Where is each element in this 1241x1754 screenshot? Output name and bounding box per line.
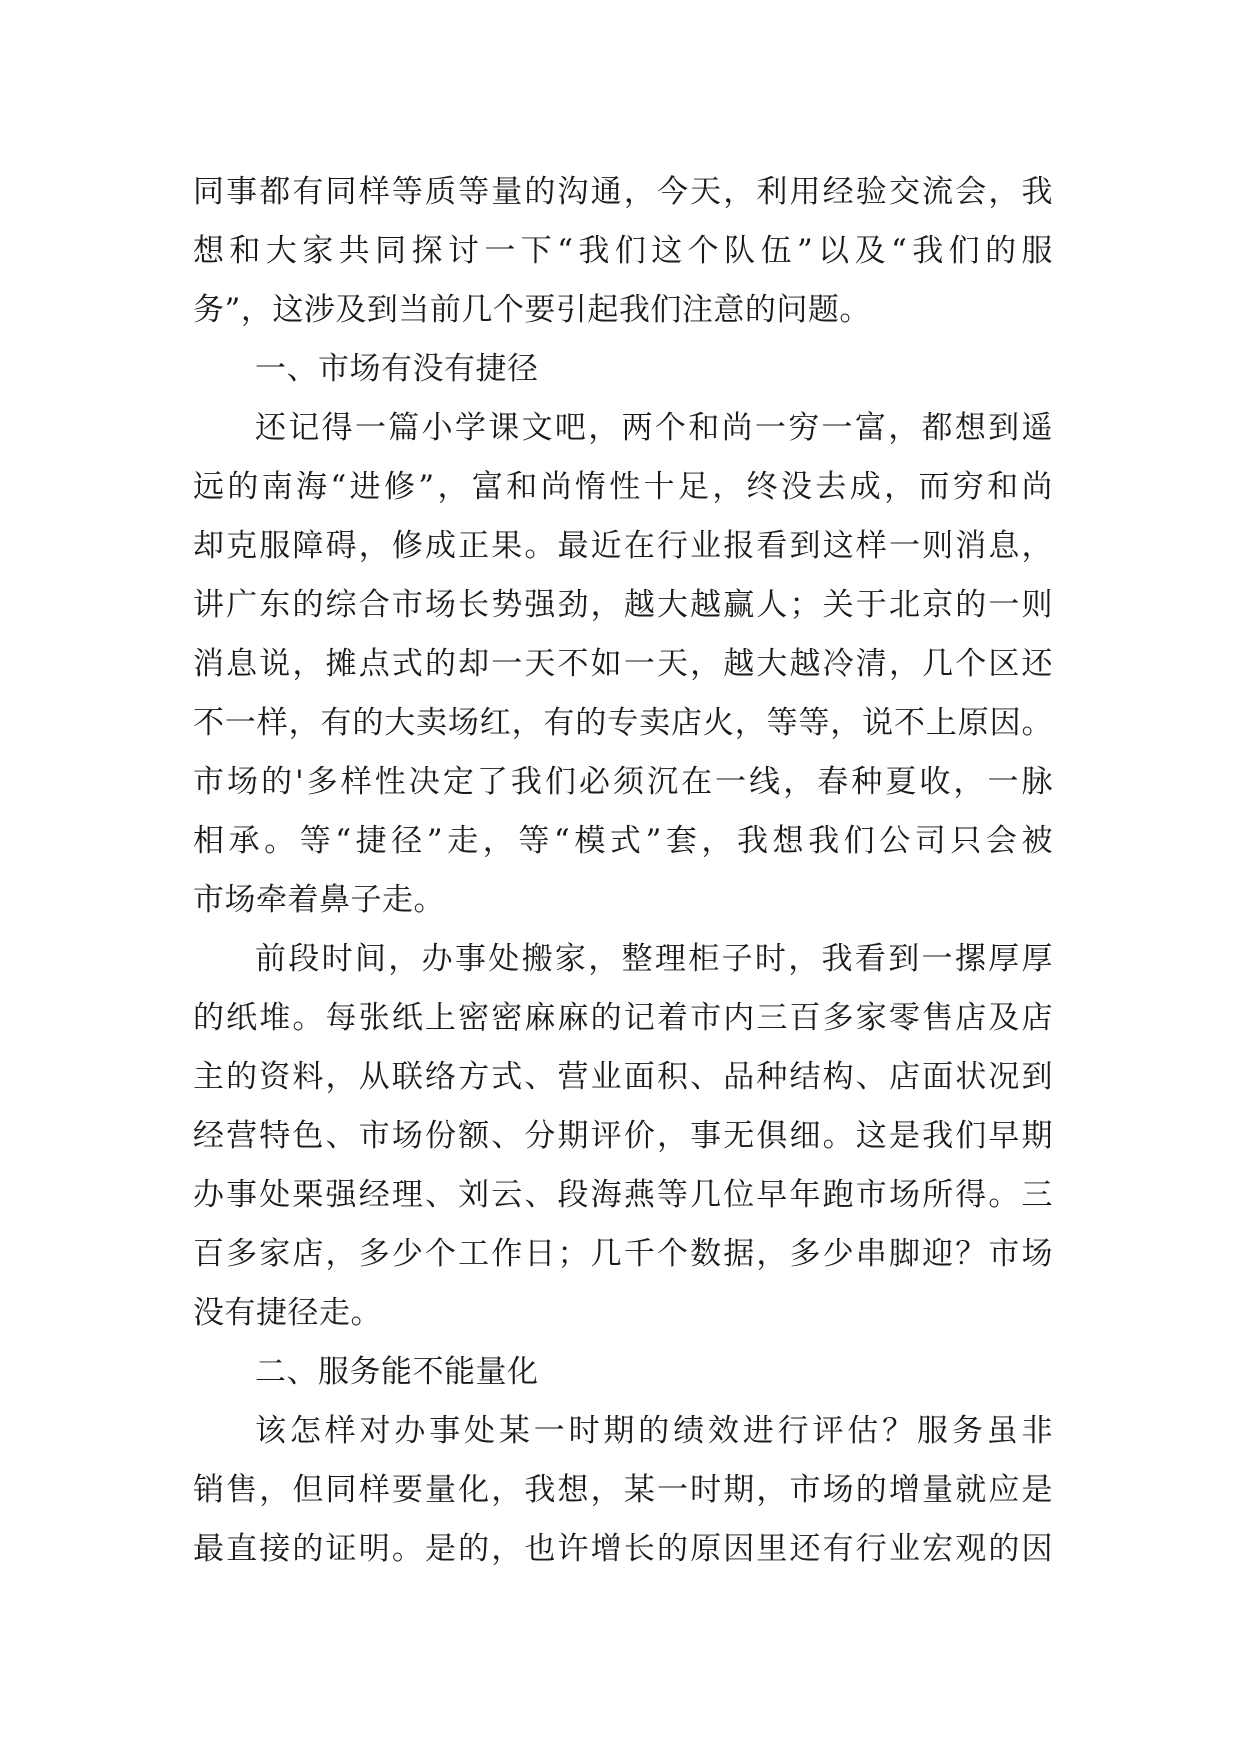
text-line: 还记得一篇小学课文吧，两个和尚一穷一富，都想到遥 (255, 410, 1053, 446)
text-line: 办事处栗强经理、刘云、段海燕等几位早年跑市场所得。三 (193, 1177, 1053, 1213)
text-line: 经营特色、市场份额、分期评价，事无俱细。这是我们早期 (193, 1118, 1053, 1154)
text-line: 主的资料，从联络方式、营业面积、品种结构、店面状况到 (193, 1059, 1053, 1095)
section-heading: 二、服务能不能量化 (255, 1354, 539, 1390)
text-line: 相承。等“捷径”走，等“模式”套，我想我们公司只会被 (193, 823, 1053, 859)
text-line: 前段时间，办事处搬家，整理柜子时，我看到一摞厚厚 (255, 941, 1053, 977)
text-line: 百多家店，多少个工作日；几千个数据，多少串脚迎？市场 (193, 1236, 1053, 1272)
text-line: 不一样，有的大卖场红，有的专卖店火，等等，说不上原因。 (193, 705, 1053, 741)
text-line: 却克服障碍，修成正果。最近在行业报看到这样一则消息， (193, 528, 1053, 564)
text-line: 讲广东的综合市场长势强劲，越大越赢人；关于北京的一则 (193, 587, 1053, 623)
text-line: 最直接的证明。是的，也许增长的原因里还有行业宏观的因 (193, 1531, 1053, 1567)
text-line: 该怎样对办事处某一时期的绩效进行评估？服务虽非 (255, 1413, 1053, 1449)
text-line: 市场牵着鼻子走。 (193, 882, 445, 918)
text-line: 同事都有同样等质等量的沟通，今天，利用经验交流会，我 (193, 174, 1053, 210)
text-line: 销售，但同样要量化，我想，某一时期，市场的增量就应是 (193, 1472, 1053, 1508)
section-heading: 一、市场有没有捷径 (255, 351, 539, 387)
text-line: 没有捷径走。 (193, 1295, 382, 1331)
text-line: 想和大家共同探讨一下“我们这个队伍”以及“我们的服 (193, 233, 1053, 269)
text-line: 的纸堆。每张纸上密密麻麻的记着市内三百多家零售店及店 (193, 1000, 1053, 1036)
document-body (193, 163, 1053, 1579)
text-line: 消息说，摊点式的却一天不如一天，越大越冷清，几个区还 (193, 646, 1053, 682)
text-line: 市场的'多样性决定了我们必须沉在一线，春种夏收，一脉 (193, 764, 1053, 800)
text-line: 远的南海“进修”，富和尚惰性十足，终没去成，而穷和尚 (193, 469, 1053, 505)
text-line: 务”，这涉及到当前几个要引起我们注意的问题。 (193, 292, 871, 328)
